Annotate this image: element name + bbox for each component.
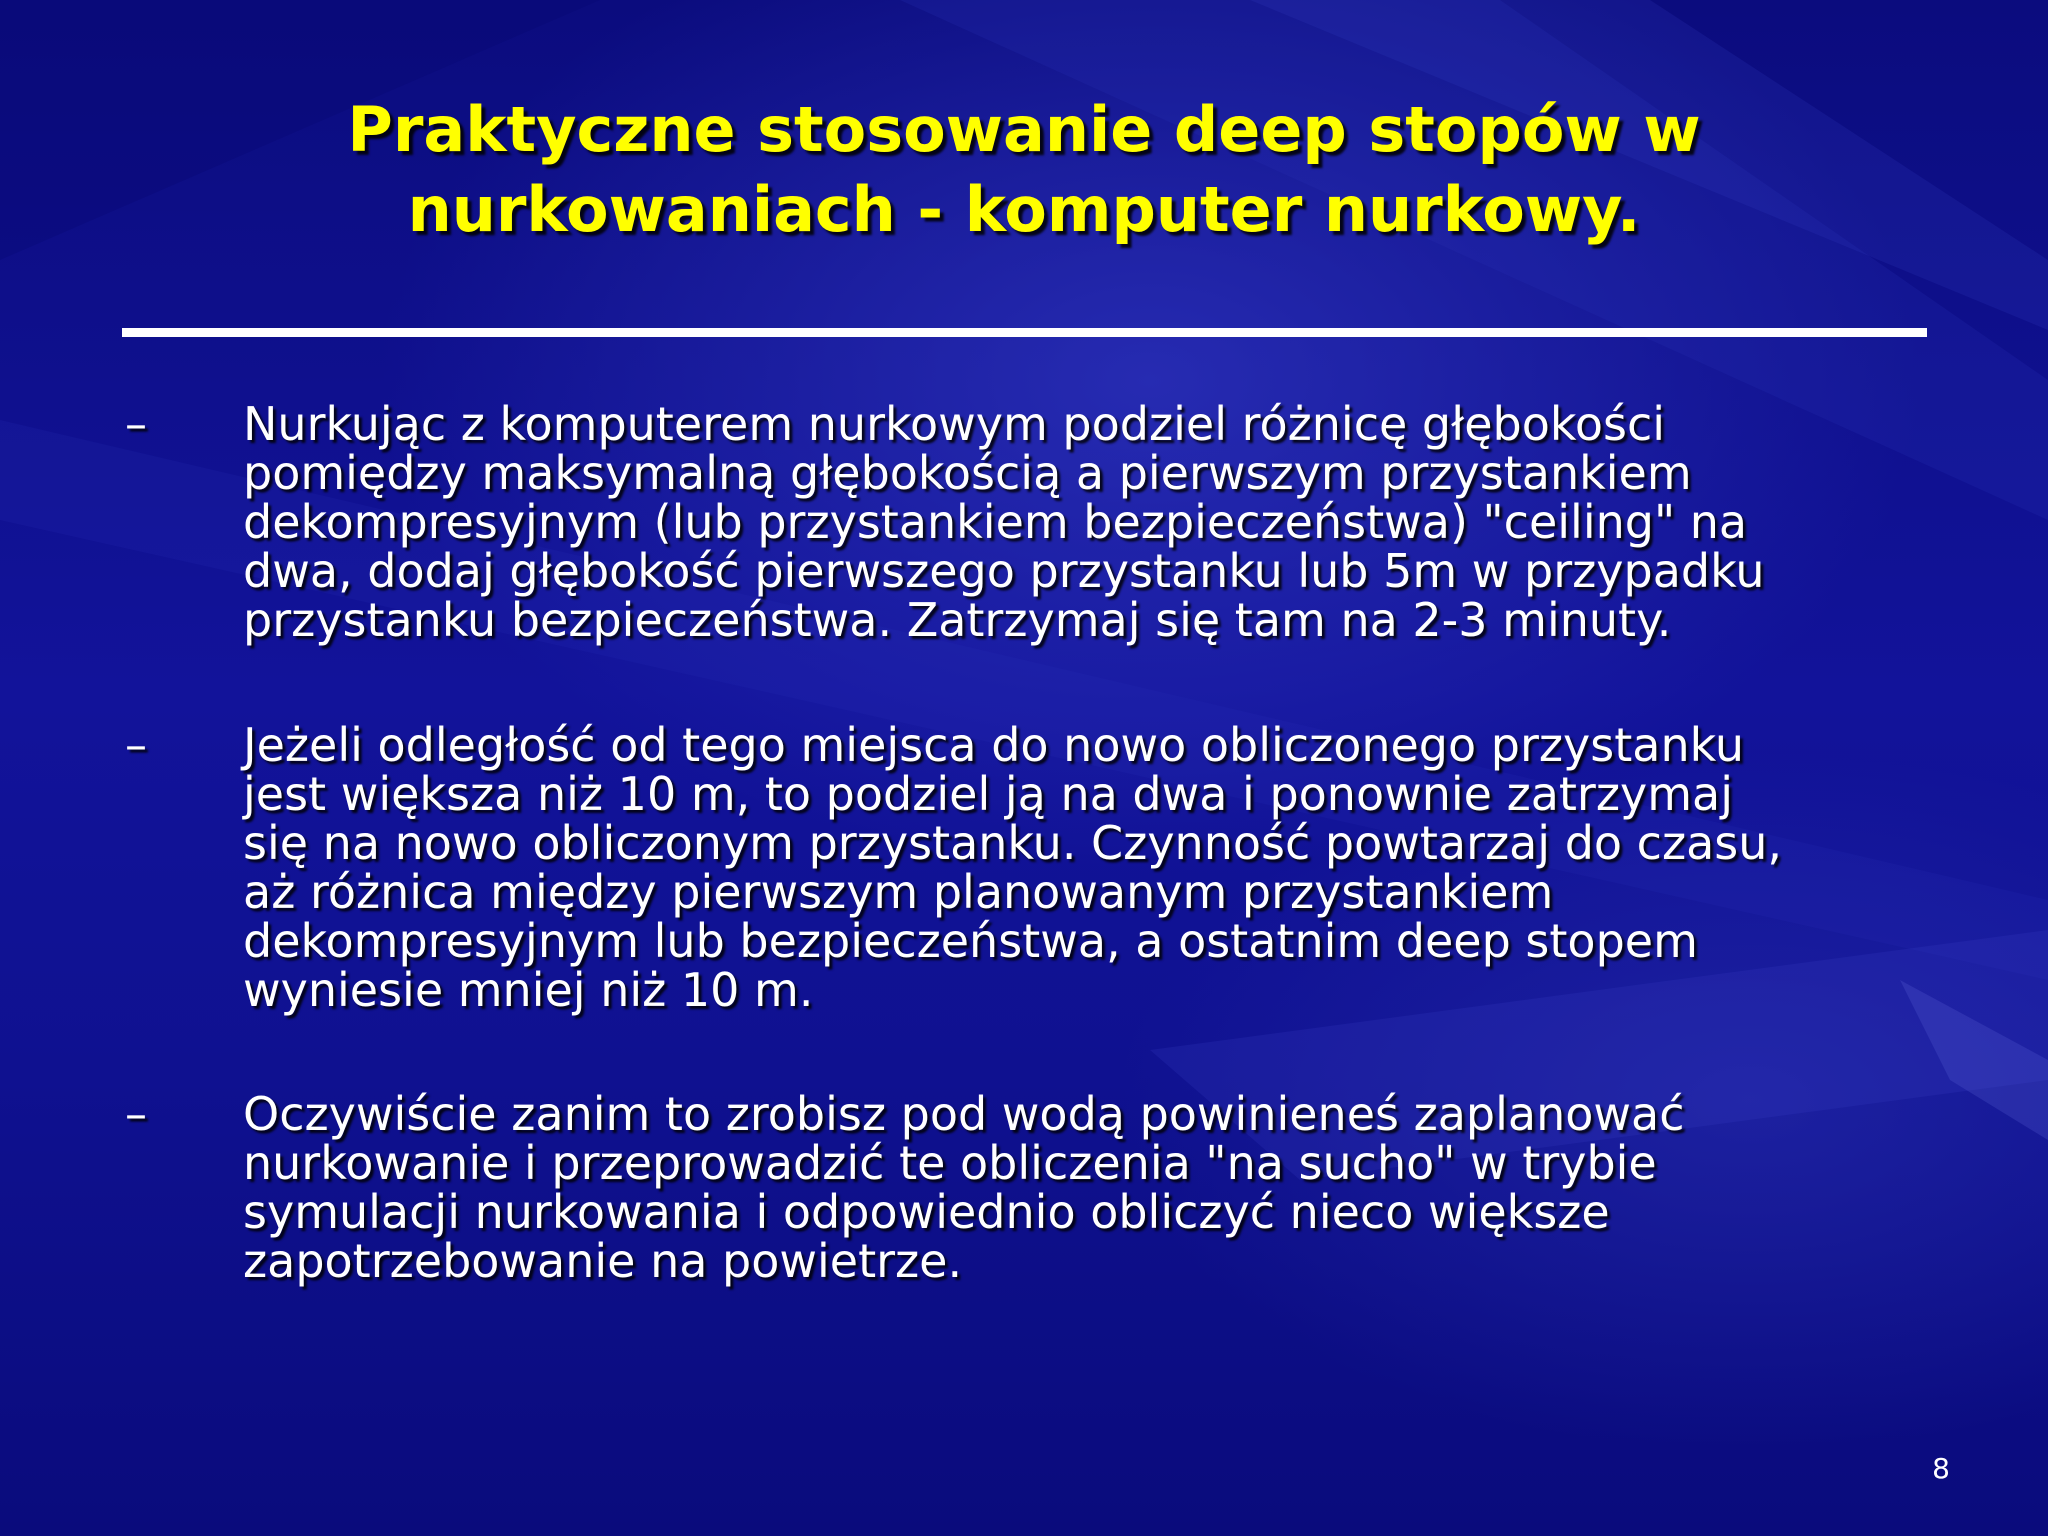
slide-title xyxy=(150,90,1898,250)
bullet-dash: – xyxy=(125,720,147,771)
bullet-text: Oczywiście zanim to zrobisz pod wodą powinieneś zaplanować nurkowanie i przeprowadzić te obliczenia "na sucho" w trybie symulacji nurkowania i odpowiednio obliczyć nieco większe zapotrzebowanie na powietrze. xyxy=(243,1087,1685,1288)
bullet-dash: – xyxy=(125,1089,147,1140)
slide-title-line-1: Praktyczne stosowanie deep stopów w xyxy=(347,93,1701,166)
slide-title-line-2: nurkowaniach - komputer nurkowy. xyxy=(407,173,1641,246)
bullet-text: Nurkując z komputerem nurkowym podziel różnicę głębokości pomiędzy maksymalną głębokością a pierwszym przystankiem dekompresyjnym (lub przystankiem bezpieczeństwa) "ceiling" na dwa, dodaj głębokość pierwszego przystanku lub 5m w przypadku przystanku bezpieczeństwa. Zatrzymaj się tam na 2-3 minuty. xyxy=(243,397,1765,647)
page-number: 8 xyxy=(1932,1452,1950,1485)
bullet-dash: – xyxy=(125,399,147,450)
title-divider xyxy=(122,328,1927,337)
bullet-text: Jeżeli odległość od tego miejsca do nowo obliczonego przystanku jest większa niż 10 m, to podziel ją na dwa i ponownie zatrzymaj się na nowo obliczonym przystanku. Czynność powtarzaj do czasu, aż różnica między pierwszym planowanym przystankiem dekompresyjnym lub bezpieczeństwa, a ostatnim deep stopem wyniesie mniej niż 10 m. xyxy=(243,718,1783,1017)
